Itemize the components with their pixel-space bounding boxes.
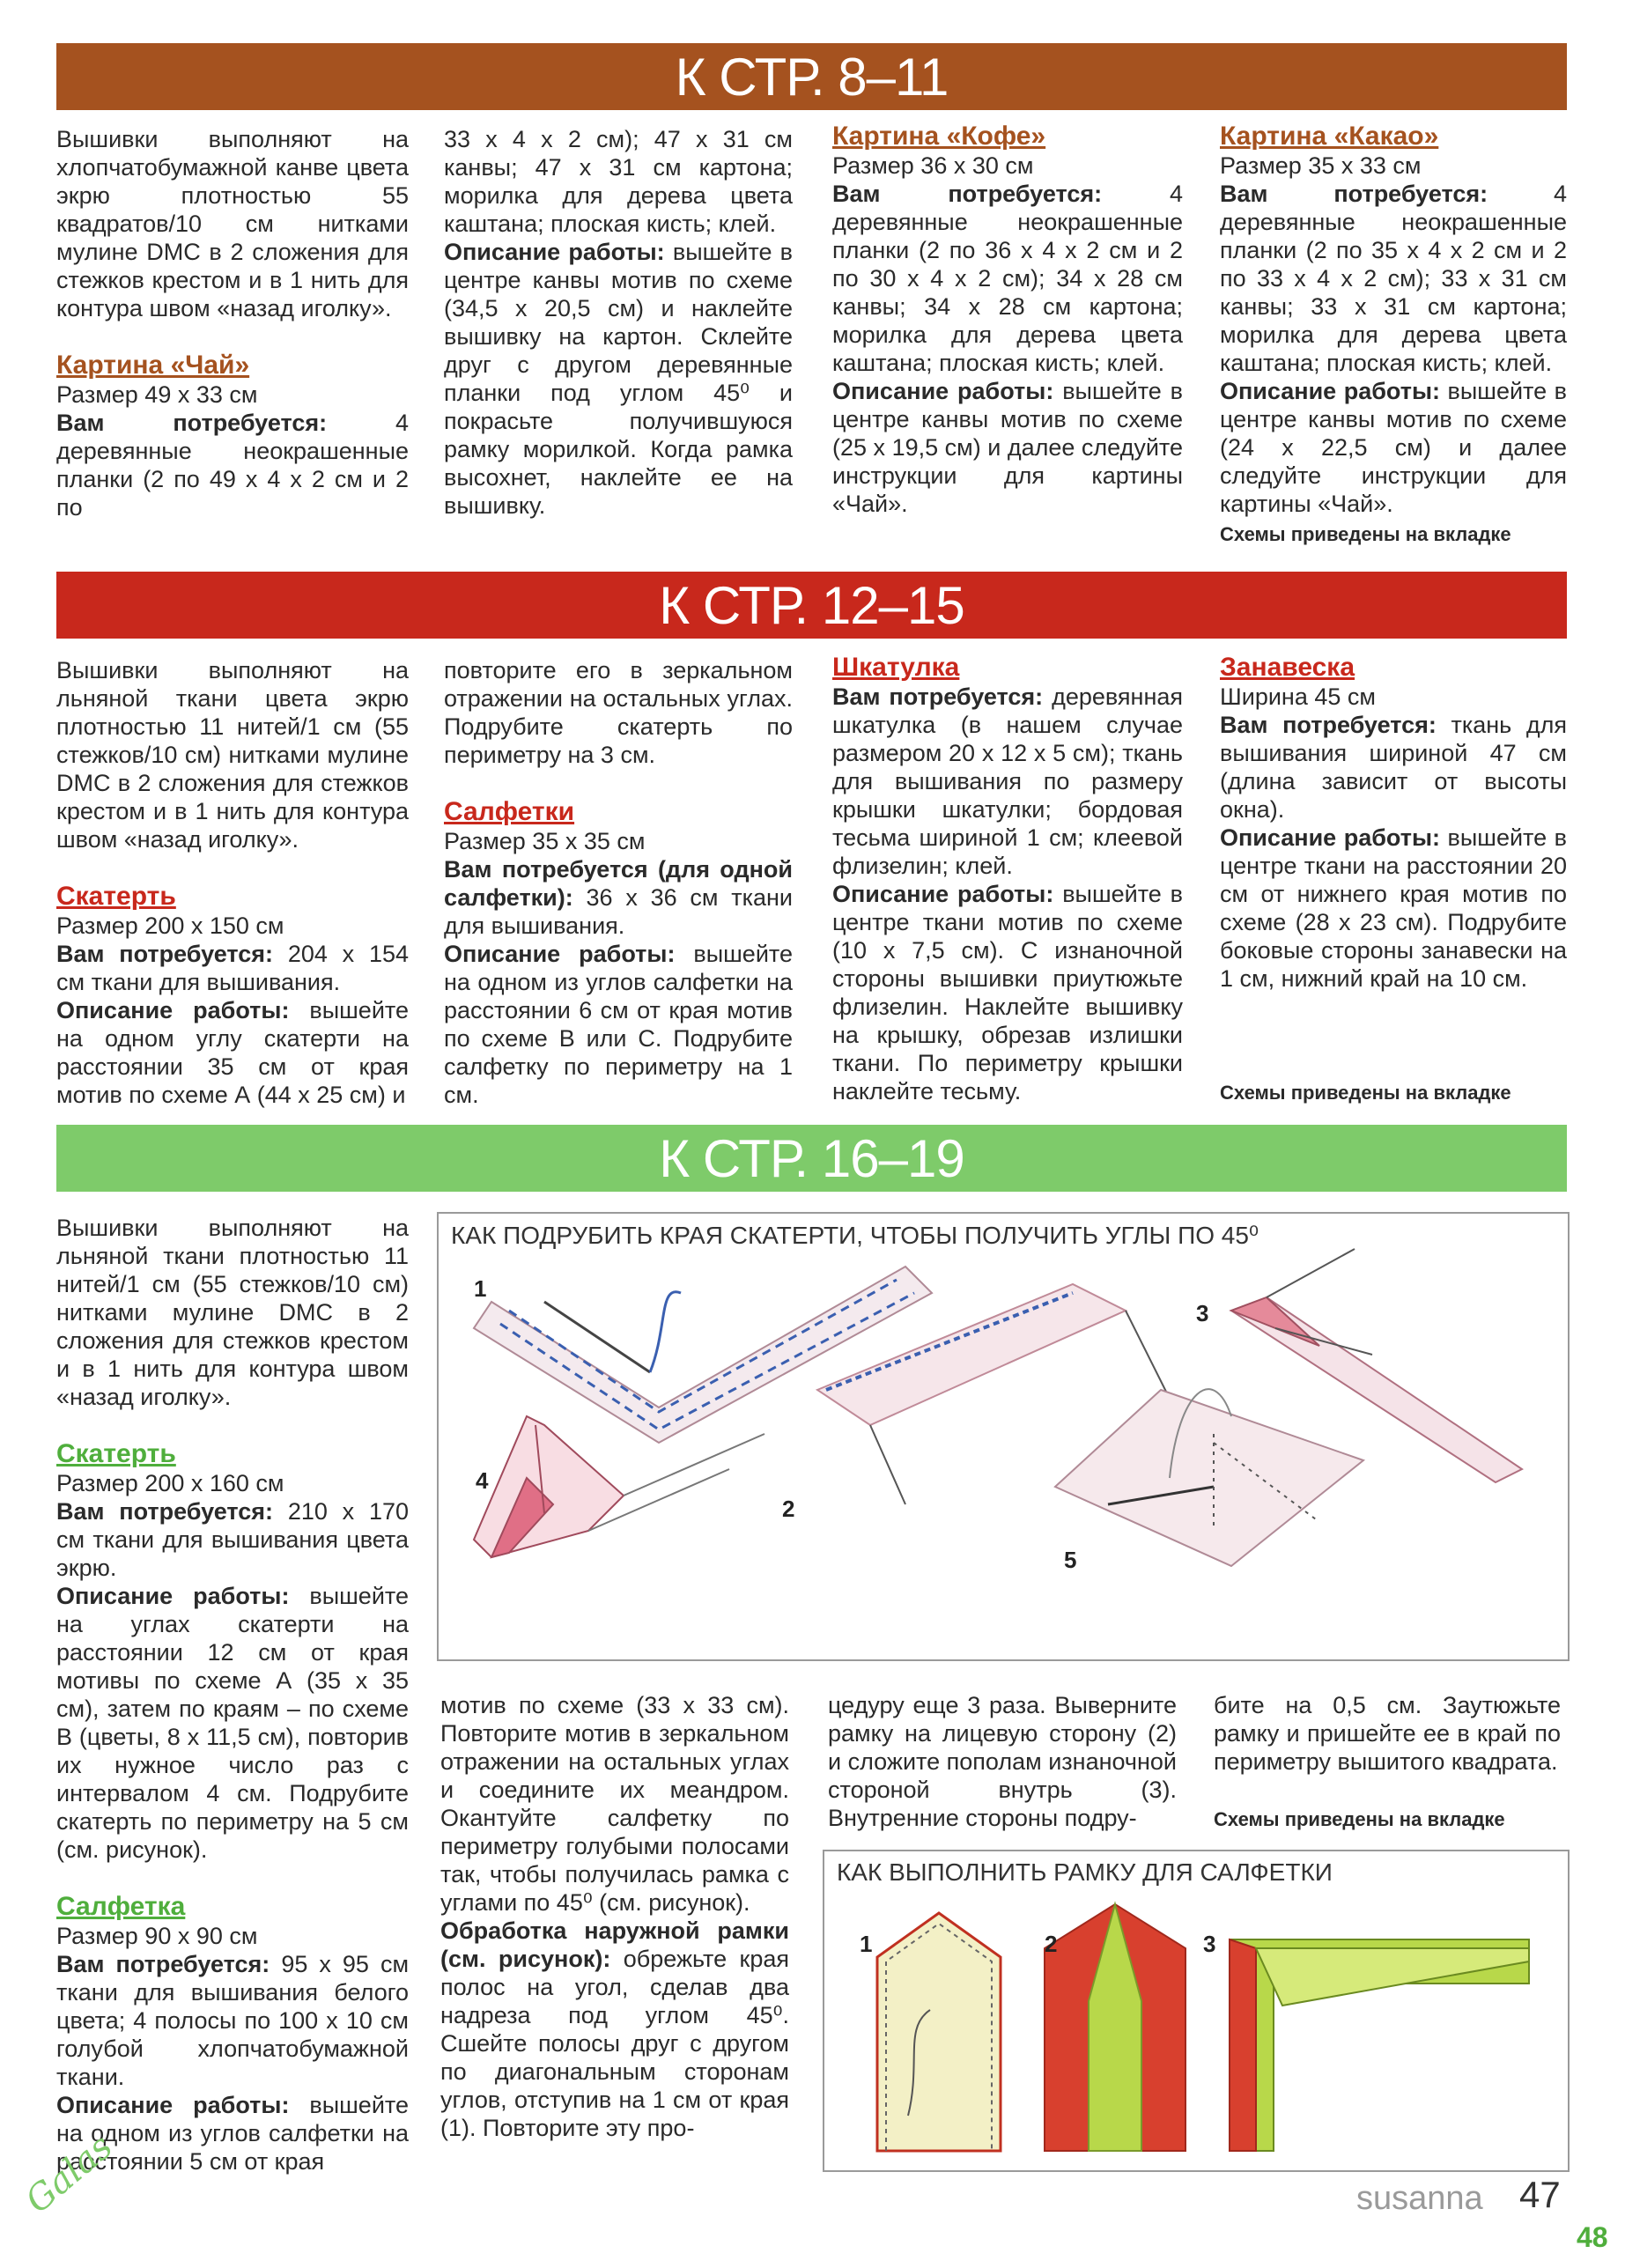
- step-number: 4: [476, 1467, 489, 1494]
- item-size: Ширина 45 см: [1220, 683, 1376, 710]
- section-banner-text: К СТР. 8–11: [675, 47, 949, 107]
- item-title-chai: Картина «Чай»: [56, 351, 250, 380]
- materials-text: Вам потребуется (для одной салфетки): 36 х 36 см ткани для вышивания.: [444, 856, 793, 939]
- schemes-note: Схемы приведены на вкладке: [1220, 1082, 1511, 1104]
- materials-text: Вам потребуется: ткань для вышивания шириной 47 см (длина зависит от высоты окна).: [1220, 712, 1567, 823]
- s2-column-3: [832, 653, 1183, 1105]
- step-number: 3: [1196, 1300, 1209, 1326]
- item-size: Размер 35 х 35 см: [444, 828, 646, 854]
- s3-column-1: [56, 1214, 409, 2176]
- item-title-kakao: Картина «Какао»: [1220, 122, 1439, 151]
- intro-text: Вышивки выполняют на льняной ткани плотностью 11 нитей/1 см (55 стежков/10 см) нитками мулине DMC в 2 сложения для стежков крестом и в 1 нить для контура швом «назад иголку».: [56, 1215, 409, 1410]
- step-number: 2: [782, 1496, 795, 1522]
- s1-column-3: [832, 122, 1183, 518]
- section-banner-16-19: [56, 1125, 1567, 1192]
- figure-title: КАК ВЫПОЛНИТЬ РАМКУ ДЛЯ САЛФЕТКИ: [837, 1858, 1333, 1886]
- item-size: Размер 200 х 160 см: [56, 1470, 284, 1496]
- continuation-text: повторите его в зеркальном отражении на остальных углах. Подрубите скатерть по периметру на 3 см.: [444, 657, 793, 768]
- instructions-text: Описание работы: вышейте в центре канвы мотив по схеме (25 х 19,5 см) и далее следуйте инструкции для картины «Чай».: [832, 378, 1183, 517]
- s2-column-2: [444, 656, 793, 1109]
- s1-column-2: [444, 125, 793, 520]
- step-number: 5: [1064, 1547, 1077, 1573]
- section-banner-12-15: [56, 572, 1567, 639]
- frame-illustration: [824, 1851, 1568, 2170]
- intro-text: Вышивки выполняют на льняной ткани цвета экрю плотностью 11 нитей/1 см (55 стежков/10 см) нитками мулине DMC в 2 сложения для стежков крестом и в 1 нить для контура швом «назад иголку».: [56, 657, 409, 853]
- instructions-text: Описание работы: вышейте в центре канвы мотив по схеме (34,5 х 20,5 см) и наклейте вышивку на картон. Склейте друг с другом деревянные планки под углом 45⁰ и покрасьте получившуюся рамку морилкой. Когда рамка высохнет, наклейте ее на вышивку.: [444, 239, 793, 519]
- section-banner-8-11: [56, 43, 1567, 110]
- item-size: Размер 35 х 33 см: [1220, 152, 1422, 179]
- item-size: Размер 36 х 30 см: [832, 152, 1034, 179]
- s1-column-4: [1220, 122, 1567, 518]
- hemming-illustration: [439, 1214, 1568, 1659]
- item-title-napkins: Салфетки: [444, 797, 575, 826]
- continuation-text: 33 х 4 х 2 см); 47 х 31 см канвы; 47 х 31 см картона; морилка для дерева цвета каштана; плоская кисть; клей.: [444, 126, 793, 237]
- instructions-text: Описание работы: вышейте в центре ткани мотив по схеме (10 х 7,5 см). С изнаночной стороны вышивки приутюжьте флизелин. Наклейте вышивку на крышку, обрезав излишки ткани. По периметру крышки наклейте тесьму.: [832, 881, 1183, 1104]
- continuation-text: мотив по схеме (33 х 33 см). Повторите мотив в зеркальном отражении на остальных углах и соедините их меандром. Окантуйте салфетку по периметру голубыми полосами так, чтобы получилась рамка с углами по 45⁰ (см. рисунок).: [440, 1692, 789, 1916]
- instructions-text: Описание работы: вышейте в центре ткани на расстоянии 20 см от нижнего края мотив по схеме (28 х 23 см). Подрубите боковые стороны занавески на 1 см, нижний край на 10 см.: [1220, 824, 1567, 992]
- figure-hemming-tablecloth: [437, 1212, 1570, 1661]
- page-number: 47: [1519, 2174, 1561, 2215]
- materials-text: Вам потребуется: деревянная шкатулка (в нашем случае размером 20 х 12 х 5 см); ткань для вышивания по размеру крышки шкатулки; бордовая тесьма шириной 1 см; клеевой флизелин; клей.: [832, 683, 1183, 879]
- step-number: 1: [860, 1931, 873, 1957]
- s3-column-2: [440, 1691, 789, 2142]
- schemes-note: Схемы приведены на вкладке: [1220, 523, 1511, 545]
- s2-column-4: [1220, 653, 1567, 993]
- materials-text: Вам потребуется: 4 деревянные неокрашенные планки (2 по 49 х 4 х 2 см и 2 по: [56, 410, 409, 521]
- s2-column-1: [56, 656, 409, 1109]
- item-title-napkin: Салфетка: [56, 1892, 186, 1921]
- intro-text: Вышивки выполняют на хлопчатобумажной канве цвета экрю плотностью 55 квадратов/10 см нитками мулине DMC в 2 сложения для стежков крестом и в 1 нить для контура швом «назад иголку».: [56, 126, 409, 321]
- continuation-text: цедуру еще 3 раза. Выверните рамку на лицевую сторону (2) и сложите пополам изнаночной стороной внутрь (3). Внутренние стороны подру-: [828, 1692, 1177, 1831]
- item-title-curtain: Занавеска: [1220, 653, 1355, 682]
- instructions-text: Описание работы: вышейте на одном из углов салфетки на расстоянии 6 см от края мотив по схеме В или С. Подрубите салфетку по периметру на 1 см.: [444, 941, 793, 1108]
- instructions-text: Описание работы: вышейте на одном углу скатерти на расстоянии 35 см от края мотив по схеме А (44 х 25 см) и: [56, 997, 409, 1108]
- step-number: 2: [1045, 1931, 1058, 1957]
- item-title-tablecloth: Скатерть: [56, 1439, 176, 1468]
- step-number: 1: [474, 1275, 487, 1302]
- item-size: Размер 90 х 90 см: [56, 1923, 258, 1949]
- item-title-tablecloth: Скатерть: [56, 882, 176, 911]
- item-title-box: Шкатулка: [832, 653, 960, 682]
- materials-text: Вам потребуется: 4 деревянные неокрашенные планки (2 по 36 х 4 х 2 см и 2 по 30 х 4 х 2 см); 34 х 28 см канвы; 34 х 28 см картона; морилка для дерева цвета каштана; плоская кисть; клей.: [832, 181, 1183, 376]
- item-size: Размер 49 х 33 см: [56, 381, 258, 408]
- s3-column-4: [1214, 1691, 1561, 1776]
- instructions-text: Описание работы: вышейте в центре канвы мотив по схеме (24 х 22,5 см) и далее следуйте инструкции для картины «Чай».: [1220, 378, 1567, 517]
- s3-column-3: [828, 1691, 1177, 1832]
- item-size: Размер 200 х 150 см: [56, 912, 284, 939]
- section-banner-text: К СТР. 16–19: [659, 1128, 964, 1188]
- figure-title: КАК ПОДРУБИТЬ КРАЯ СКАТЕРТИ, ЧТОБЫ ПОЛУЧИТЬ УГЛЫ ПО 45⁰: [451, 1222, 1259, 1249]
- frame-instructions-text: Обработка наружной рамки (см. рисунок): обрежьте края полос на угол, сделав два надреза под углом 45⁰. Сшейте полосы друг с другом по диагональным сторонам углов, отступив на 1 см от края (1). Повторите эту про-: [440, 1917, 789, 2141]
- figure-napkin-frame: [823, 1850, 1570, 2172]
- item-title-kofe: Картина «Кофе»: [832, 122, 1046, 151]
- continuation-text: бите на 0,5 см. Заутюжьте рамку и пришейте ее в край по периметру вышитого квадрата.: [1214, 1692, 1561, 1775]
- magazine-logo: susanna: [1356, 2180, 1483, 2217]
- materials-text: Вам потребуется: 95 х 95 см ткани для вышивания белого цвета; 4 полосы по 100 х 10 см голубой хлопчатобумажной ткани.: [56, 1951, 410, 2090]
- schemes-note: Схемы приведены на вкладке: [1214, 1808, 1505, 1830]
- watermark: Galas: [18, 2126, 121, 2221]
- s1-column-1: [56, 125, 409, 521]
- materials-text: Вам потребуется: 210 х 170 см ткани для вышивания цвета экрю.: [56, 1498, 409, 1581]
- instructions-text: Описание работы: вышейте на углах скатерти на расстоянии 12 см от края мотивы по схеме А (35 х 35 см), затем по краям – по схеме В (цветы, 8 х 11,5 см), повторив их нужное число раз с интервалом 4 см. Подрубите скатерть по периметру на 5 см (см. рисунок).: [56, 1583, 409, 1863]
- materials-text: Вам потребуется: 204 х 154 см ткани для вышивания.: [56, 941, 409, 995]
- step-number: 3: [1203, 1931, 1216, 1957]
- materials-text: Вам потребуется: 4 деревянные неокрашенные планки (2 по 35 х 4 х 2 см и 2 по 33 х 4 х 2 см); 33 х 31 см канвы; 33 х 31 см картона; морилка для дерева цвета каштана; плоская кисть; клей.: [1220, 181, 1567, 376]
- instructions-text: Описание работы: вышейте на одном из углов салфетки на расстоянии 5 см от края: [56, 2092, 409, 2175]
- section-banner-text: К СТР. 12–15: [659, 575, 964, 635]
- scan-page-number: 48: [1577, 2221, 1608, 2253]
